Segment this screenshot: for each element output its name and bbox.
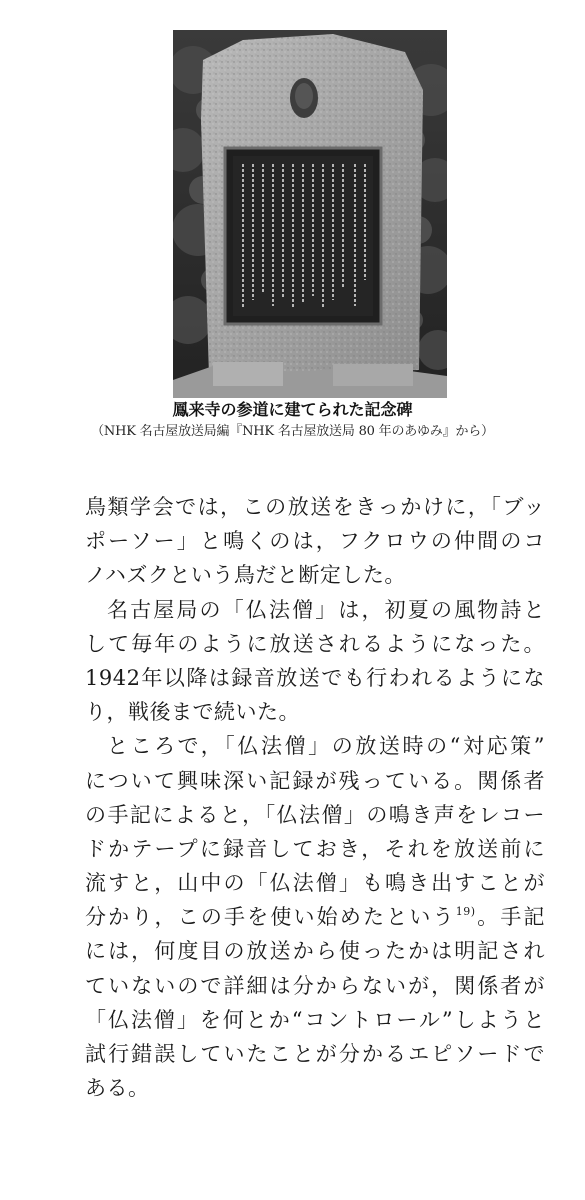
text-line: して毎年のように放送されるようになった。 [85, 631, 545, 656]
text-line: 1942年以降は録音放送でも行われるようにな [85, 665, 545, 690]
text-line: り，戦後まで続いた。 [85, 700, 300, 725]
text-line: ところで，「仏法僧」の放送時の“対応策” [107, 734, 545, 759]
footnote-ref: 19) [455, 905, 476, 919]
text-line: ドかテープに録音しておき，それを放送前に [85, 836, 545, 861]
text-line: ノハズクという鳥だと断定した。 [85, 563, 406, 588]
text-line: ていないので詳細は分からないが，関係者が [85, 973, 545, 998]
monument-photo [173, 30, 447, 398]
text-line: には，何度目の放送から使ったかは明記され [85, 939, 545, 964]
text-line: ある。 [85, 1076, 150, 1101]
figure-source: （NHK 名古屋放送局編『NHK 名古屋放送局 80 年のあゆみ』から） [91, 424, 494, 439]
body-text [85, 490, 545, 1105]
text-line: について興味深い記録が残っている。関係者 [85, 768, 545, 793]
figure-caption: 鳳来寺の参道に建てられた記念碑 [172, 400, 413, 419]
text-line: の手記によると，「仏法僧」の鳴き声をレコー [85, 802, 545, 827]
text-segment: 分かり，この手を使い始めたという [85, 905, 456, 930]
text-line: 流すと，山中の「仏法僧」も鳴き出すことが [85, 871, 545, 896]
text-line: 鳥類学会では，この放送をきっかけに，「ブッ [85, 495, 545, 519]
text-line: ポーソー」と鳴くのは，フクロウの仲間のコ [85, 529, 545, 554]
text-line: 「仏法僧」を何とか“コントロール”しようと [85, 1007, 545, 1032]
text-line: 試行錯誤していたことが分かるエピソードで [85, 1042, 545, 1066]
text-line: 名古屋局の「仏法僧」は，初夏の風物詩と [107, 597, 545, 622]
monument-photo-drawing [173, 30, 447, 398]
text-line [85, 900, 545, 934]
text-segment: 。手記 [475, 905, 546, 930]
